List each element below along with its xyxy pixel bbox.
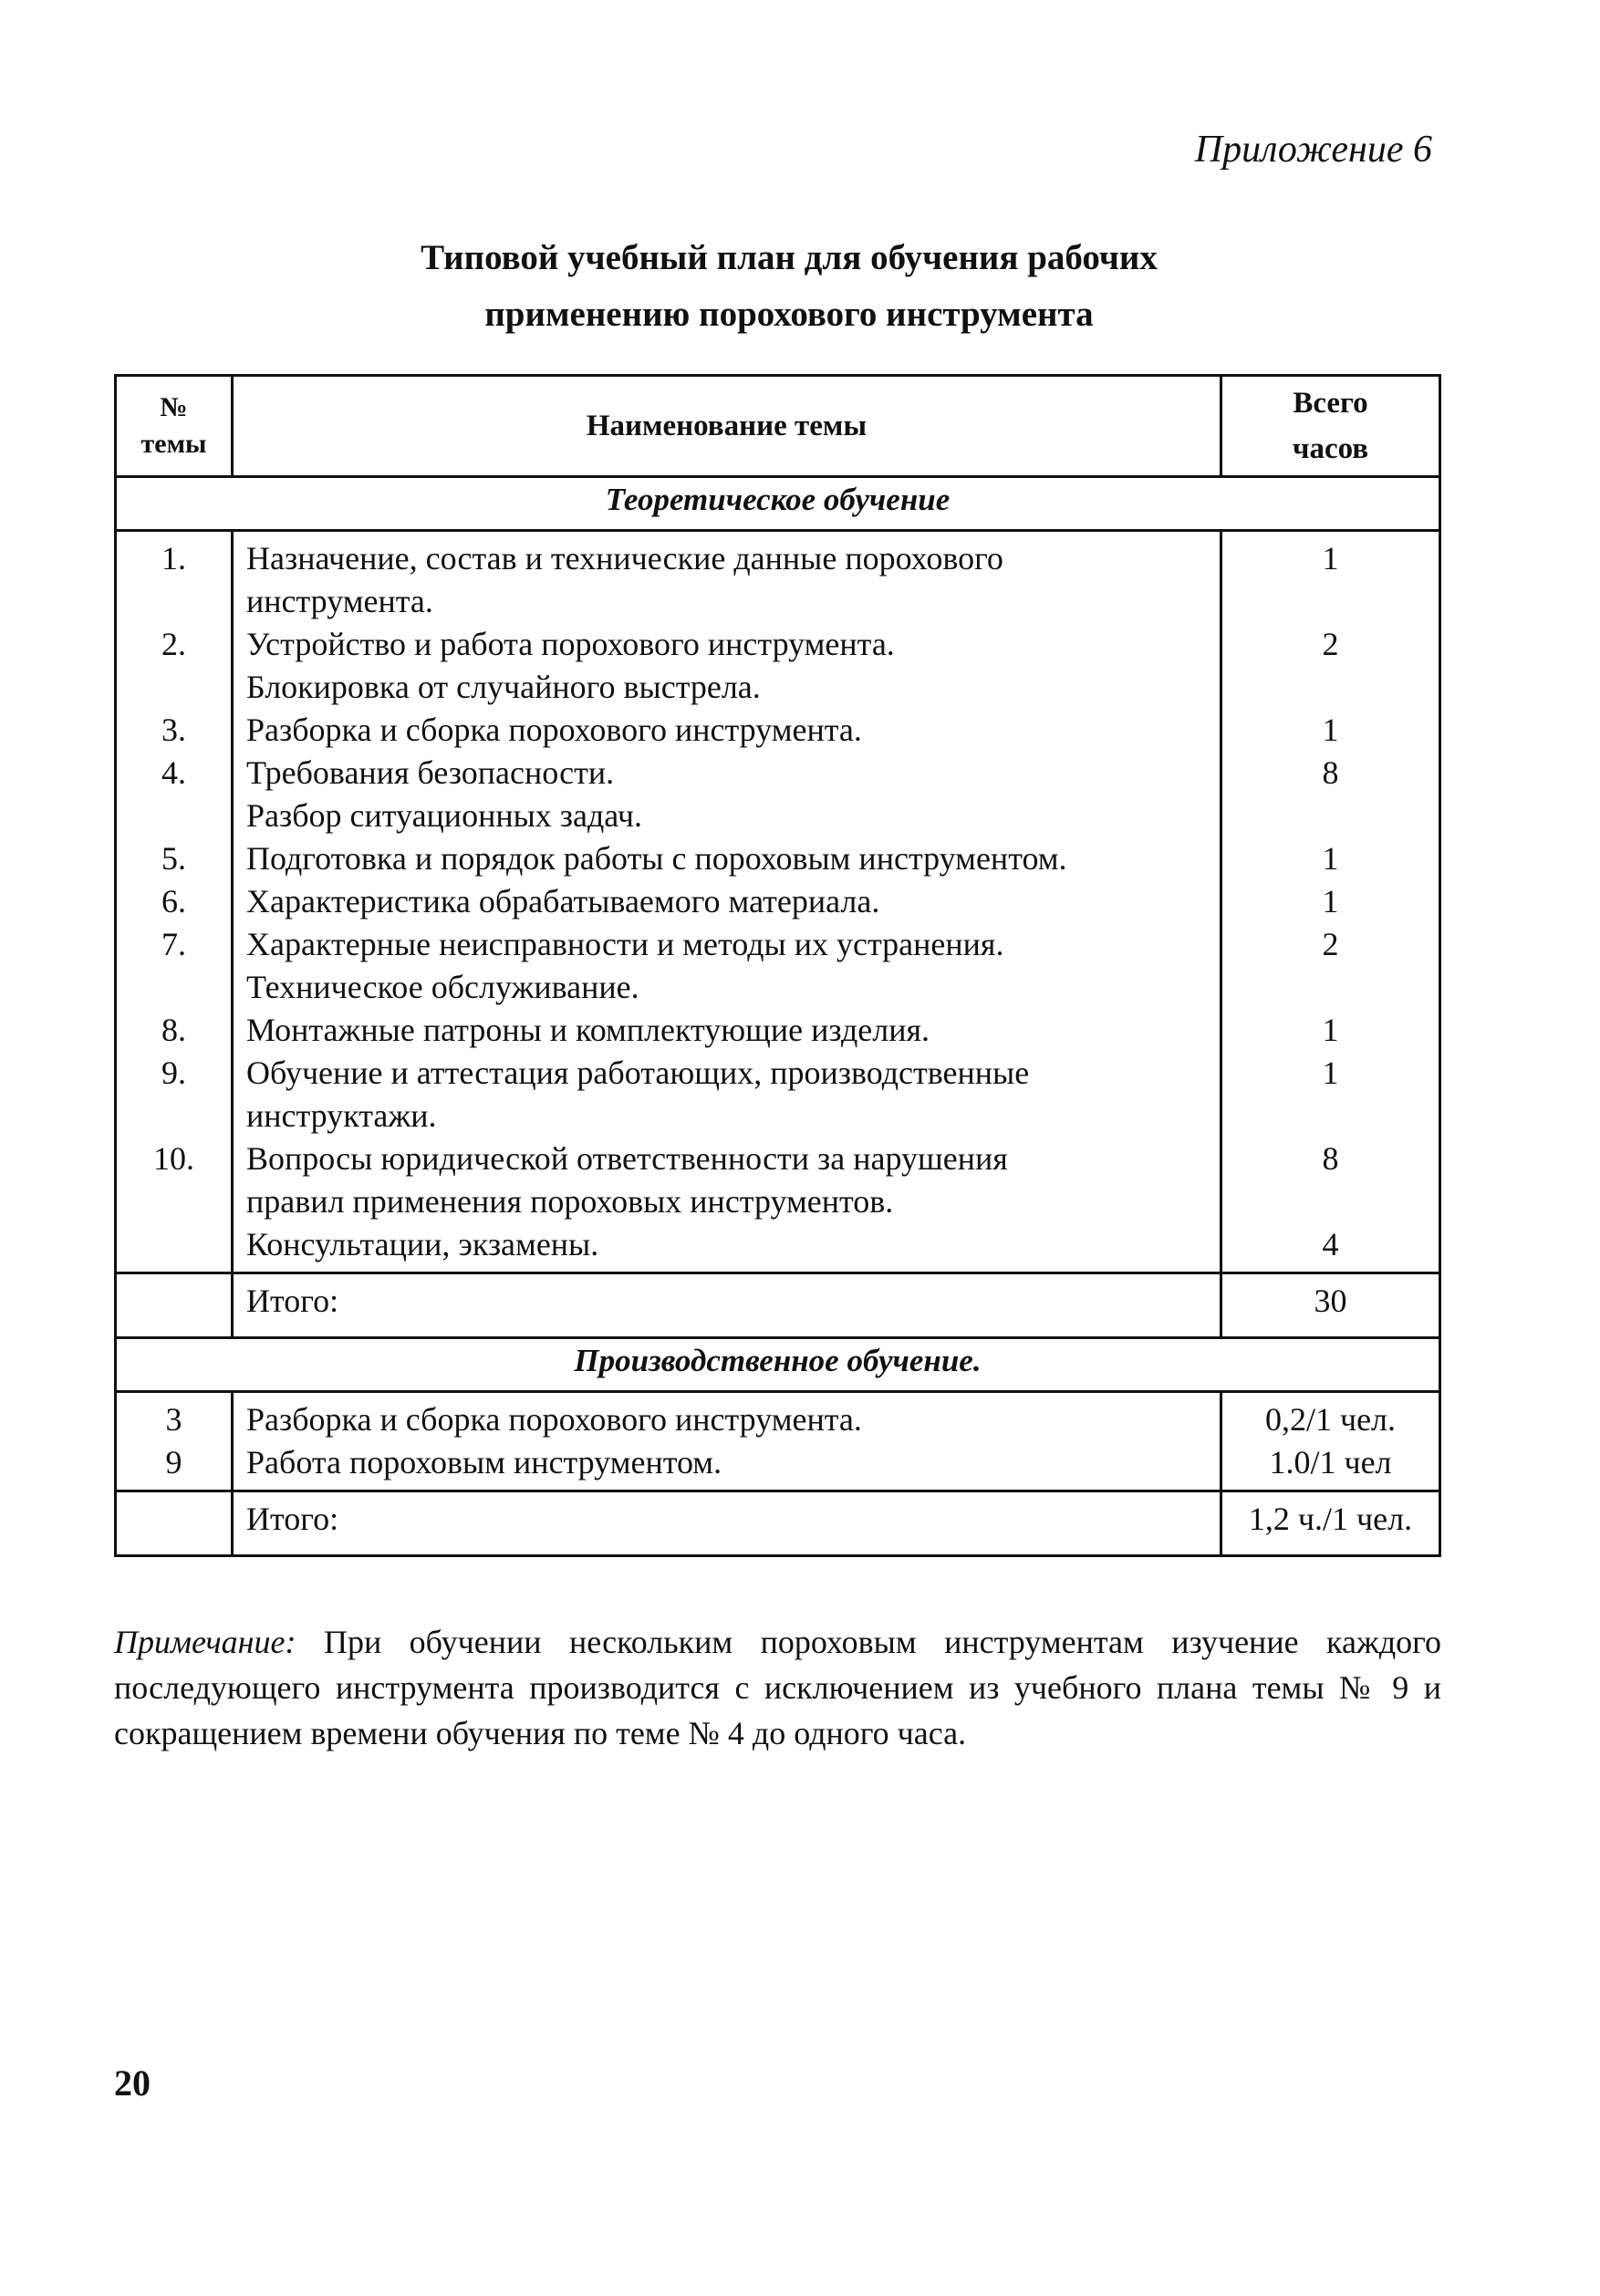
theory-number: 4. xyxy=(161,754,186,791)
theory-name-column xyxy=(233,531,1221,1273)
theory-number: 8. xyxy=(161,1012,186,1048)
practice-section-title: Производственное обучение. xyxy=(116,1338,1440,1392)
title-line-2: применению порохового инструмента xyxy=(484,295,1094,334)
theory-number xyxy=(117,580,231,623)
practice-number: 3 xyxy=(165,1401,182,1438)
title-line-1: Типовой учебный план для обучения рабочих xyxy=(421,238,1158,277)
theory-hours: 2 xyxy=(1322,626,1339,662)
practice-total-label: Итого: xyxy=(233,1491,1221,1556)
header-topic-number xyxy=(116,376,233,477)
theory-number: 3. xyxy=(161,712,186,748)
curriculum-table xyxy=(114,374,1441,1557)
theory-topic-line: Характерные неисправности и методы их устранения. xyxy=(246,926,1004,962)
theory-section-row xyxy=(116,477,1440,531)
theory-topic-line: инструктажи. xyxy=(246,1097,437,1134)
theory-hours: 8 xyxy=(1322,754,1339,791)
theory-hours xyxy=(1222,580,1439,623)
theory-topic-line: Разборка и сборка порохового инструмента. xyxy=(246,712,862,748)
theory-topic-line: Вопросы юридической ответственности за нарушения xyxy=(246,1140,1008,1177)
practice-topic-line: Разборка и сборка порохового инструмента. xyxy=(246,1401,862,1438)
theory-hours: 1 xyxy=(1322,883,1339,919)
theory-topics-row xyxy=(116,531,1440,1273)
practice-total-empty-cell xyxy=(116,1491,233,1556)
theory-number: 9. xyxy=(161,1054,186,1091)
theory-number: 6. xyxy=(161,883,186,919)
footnote xyxy=(114,1619,1441,1756)
theory-number xyxy=(117,1180,231,1223)
theory-topic-line: Блокировка от случайного выстрела. xyxy=(246,669,761,705)
theory-topic-line: Обучение и аттестация работающих, производственные xyxy=(246,1054,1030,1091)
header-topic-name: Наименование темы xyxy=(233,376,1221,477)
practice-total-row xyxy=(116,1491,1440,1556)
theory-hours: 1 xyxy=(1322,840,1339,877)
footnote-text: При обучении нескольким пороховым инструментам изучение каждого последующего инструмента производится с исключением из учебного плана темы № 9 и сокращением времени обучения по теме № 4 до одного часа. xyxy=(114,1624,1442,1751)
table-header-row xyxy=(116,376,1440,477)
theory-hours: 1 xyxy=(1322,1054,1339,1091)
theory-topic-line: Характеристика обрабатываемого материала. xyxy=(246,883,880,919)
header-total-hours xyxy=(1221,376,1440,477)
header-hours-line-2: часов xyxy=(1292,432,1369,465)
header-num-word: темы xyxy=(140,429,207,459)
theory-hours: 1 xyxy=(1322,540,1339,577)
practice-hours: 0,2/1 чел. xyxy=(1264,1401,1397,1438)
theory-section-title: Теоретическое обучение xyxy=(116,477,1440,531)
theory-topic-line: Требования безопасности. xyxy=(246,754,615,791)
appendix-label: Приложение 6 xyxy=(1194,129,1432,171)
practice-topic-line: Работа пороховым инструментом. xyxy=(246,1444,722,1480)
theory-topic-line: Консультации, экзамены. xyxy=(246,1226,599,1262)
theory-total-label: Итого: xyxy=(233,1273,1221,1338)
theory-topic-line: Устройство и работа порохового инструмента. xyxy=(246,626,895,662)
theory-hours xyxy=(1222,1095,1439,1138)
theory-number: 1. xyxy=(161,540,186,577)
theory-hours-column xyxy=(1221,531,1440,1273)
theory-number xyxy=(117,666,231,709)
practice-name-column xyxy=(233,1392,1221,1491)
theory-number xyxy=(117,966,231,1009)
theory-hours: 4 xyxy=(1322,1226,1339,1262)
theory-number-column xyxy=(116,531,233,1273)
theory-topic-line: Подготовка и порядок работы с пороховым инструментом. xyxy=(246,840,1067,877)
theory-number xyxy=(117,795,231,837)
theory-number: 7. xyxy=(161,926,186,962)
page-number: 20 xyxy=(114,2062,151,2104)
practice-hours-column xyxy=(1221,1392,1440,1491)
theory-number: 2. xyxy=(161,626,186,662)
header-num-symbol: № xyxy=(160,392,188,422)
theory-topic-line: Назначение, состав и технические данные порохового xyxy=(246,540,1003,577)
practice-section-row xyxy=(116,1338,1440,1392)
theory-topic-line: инструмента. xyxy=(246,583,433,619)
page-title xyxy=(228,230,1350,343)
theory-hours: 8 xyxy=(1322,1140,1339,1177)
practice-total-value: 1,2 ч./1 чел. xyxy=(1221,1491,1440,1556)
theory-total-value: 30 xyxy=(1221,1273,1440,1338)
theory-hours: 1 xyxy=(1322,1012,1339,1048)
theory-hours xyxy=(1222,966,1439,1009)
theory-hours xyxy=(1222,1180,1439,1223)
theory-topic-line: Разбор ситуационных задач. xyxy=(246,797,642,834)
header-hours-line-1: Всего xyxy=(1293,387,1368,420)
theory-total-empty-cell xyxy=(116,1273,233,1338)
practice-number-column xyxy=(116,1392,233,1491)
practice-topics-row xyxy=(116,1392,1440,1491)
footnote-label: Примечание: xyxy=(114,1624,296,1660)
theory-number xyxy=(117,1095,231,1138)
theory-number: 5. xyxy=(161,840,186,877)
theory-hours xyxy=(1222,795,1439,837)
theory-topic-line: правил применения пороховых инструментов. xyxy=(246,1183,894,1220)
theory-hours: 2 xyxy=(1322,926,1339,962)
practice-hours: 1.0/1 чел xyxy=(1269,1444,1392,1480)
theory-total-row xyxy=(116,1273,1440,1338)
practice-number: 9 xyxy=(165,1444,182,1480)
theory-hours: 1 xyxy=(1322,712,1339,748)
theory-hours xyxy=(1222,666,1439,709)
theory-topic-line: Монтажные патроны и комплектующие изделия. xyxy=(246,1012,930,1048)
theory-number xyxy=(117,1223,231,1266)
theory-number: 10. xyxy=(153,1140,194,1177)
theory-topic-line: Техническое обслуживание. xyxy=(246,969,639,1005)
